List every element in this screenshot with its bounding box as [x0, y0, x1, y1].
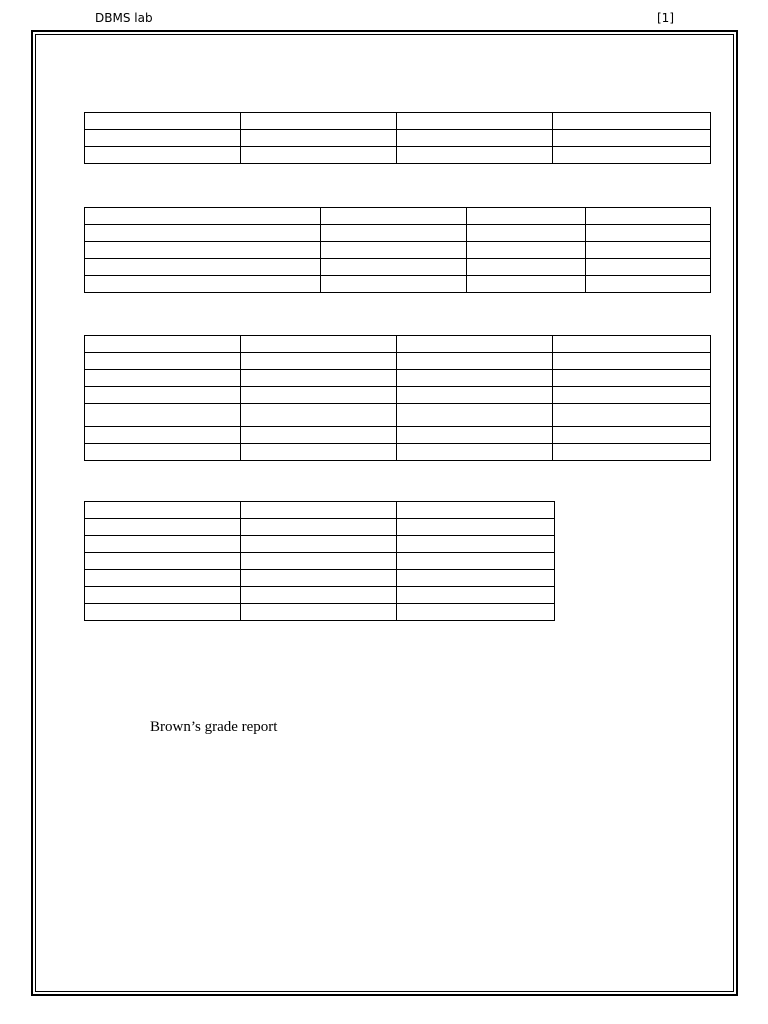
table-cell [586, 225, 711, 242]
table-cell [241, 604, 397, 621]
table-cell [397, 587, 555, 604]
table-cell [321, 208, 467, 225]
table-cell [553, 370, 711, 387]
table-cell [85, 404, 241, 427]
table-cell [85, 225, 321, 242]
table-cell [85, 147, 241, 164]
table-cell [85, 353, 241, 370]
table-cell [553, 130, 711, 147]
table-cell [397, 502, 555, 519]
table-cell [467, 276, 586, 293]
table-cell [85, 519, 241, 536]
table-cell [467, 242, 586, 259]
table-cell [553, 444, 711, 461]
table-cell [241, 353, 397, 370]
table-1 [84, 112, 711, 164]
table-cell [321, 225, 467, 242]
table-cell [321, 242, 467, 259]
table-cell [397, 536, 555, 553]
table-cell [241, 370, 397, 387]
table-row [85, 113, 711, 130]
table-row [85, 242, 711, 259]
table-3 [84, 335, 711, 461]
table-row [85, 404, 711, 427]
table-cell [85, 370, 241, 387]
table-row [85, 336, 711, 353]
table-cell [586, 259, 711, 276]
table-4 [84, 501, 555, 621]
table-cell [85, 587, 241, 604]
table-cell [85, 242, 321, 259]
table-cell [397, 387, 553, 404]
table-cell [85, 113, 241, 130]
table-row [85, 444, 711, 461]
table-cell [397, 604, 555, 621]
table-cell [467, 259, 586, 276]
table-cell [241, 130, 397, 147]
table-cell [241, 502, 397, 519]
table-cell [553, 404, 711, 427]
table-cell [397, 519, 555, 536]
table-cell [397, 147, 553, 164]
page-number: [1] [657, 11, 674, 25]
table-cell [241, 336, 397, 353]
table-cell [467, 208, 586, 225]
table-cell [85, 259, 321, 276]
table-row [85, 570, 555, 587]
table-cell [397, 404, 553, 427]
table-cell [85, 604, 241, 621]
table-cell [397, 336, 553, 353]
table-row [85, 353, 711, 370]
table-row [85, 387, 711, 404]
table-cell [241, 519, 397, 536]
table-row [85, 587, 555, 604]
table-cell [553, 336, 711, 353]
table-cell [241, 570, 397, 587]
table-cell [586, 242, 711, 259]
table-cell [85, 276, 321, 293]
table-cell [553, 387, 711, 404]
table-cell [586, 276, 711, 293]
table-row [85, 259, 711, 276]
table-cell [85, 502, 241, 519]
table-cell [241, 113, 397, 130]
table-row [85, 519, 555, 536]
table-cell [397, 553, 555, 570]
table-cell [241, 444, 397, 461]
table-cell [85, 427, 241, 444]
table-cell [85, 536, 241, 553]
table-cell [397, 370, 553, 387]
table-cell [321, 276, 467, 293]
table-cell [241, 427, 397, 444]
table-row [85, 147, 711, 164]
table-cell [553, 113, 711, 130]
table-cell [397, 113, 553, 130]
table-cell [85, 553, 241, 570]
table-cell [241, 553, 397, 570]
table-row [85, 208, 711, 225]
table-cell [85, 336, 241, 353]
table-cell [397, 570, 555, 587]
table-cell [586, 208, 711, 225]
table-cell [85, 444, 241, 461]
caption: Brown’s grade report [150, 719, 278, 735]
table-cell [85, 570, 241, 587]
table-cell [467, 225, 586, 242]
table-row [85, 553, 555, 570]
table-cell [85, 130, 241, 147]
table-cell [397, 353, 553, 370]
table-cell [241, 536, 397, 553]
table-cell [553, 427, 711, 444]
table-cell [85, 208, 321, 225]
table-row [85, 502, 555, 519]
table-cell [397, 427, 553, 444]
table-row [85, 276, 711, 293]
table-cell [85, 387, 241, 404]
table-2 [84, 207, 711, 293]
table-cell [553, 147, 711, 164]
table-row [85, 536, 555, 553]
table-cell [241, 587, 397, 604]
table-cell [397, 130, 553, 147]
header-title: DBMS lab [95, 11, 153, 25]
table-row [85, 225, 711, 242]
table-cell [241, 404, 397, 427]
table-row [85, 604, 555, 621]
table-cell [321, 259, 467, 276]
table-row [85, 370, 711, 387]
table-cell [241, 147, 397, 164]
table-cell [397, 444, 553, 461]
table-cell [553, 353, 711, 370]
table-row [85, 427, 711, 444]
table-cell [241, 387, 397, 404]
table-row [85, 130, 711, 147]
